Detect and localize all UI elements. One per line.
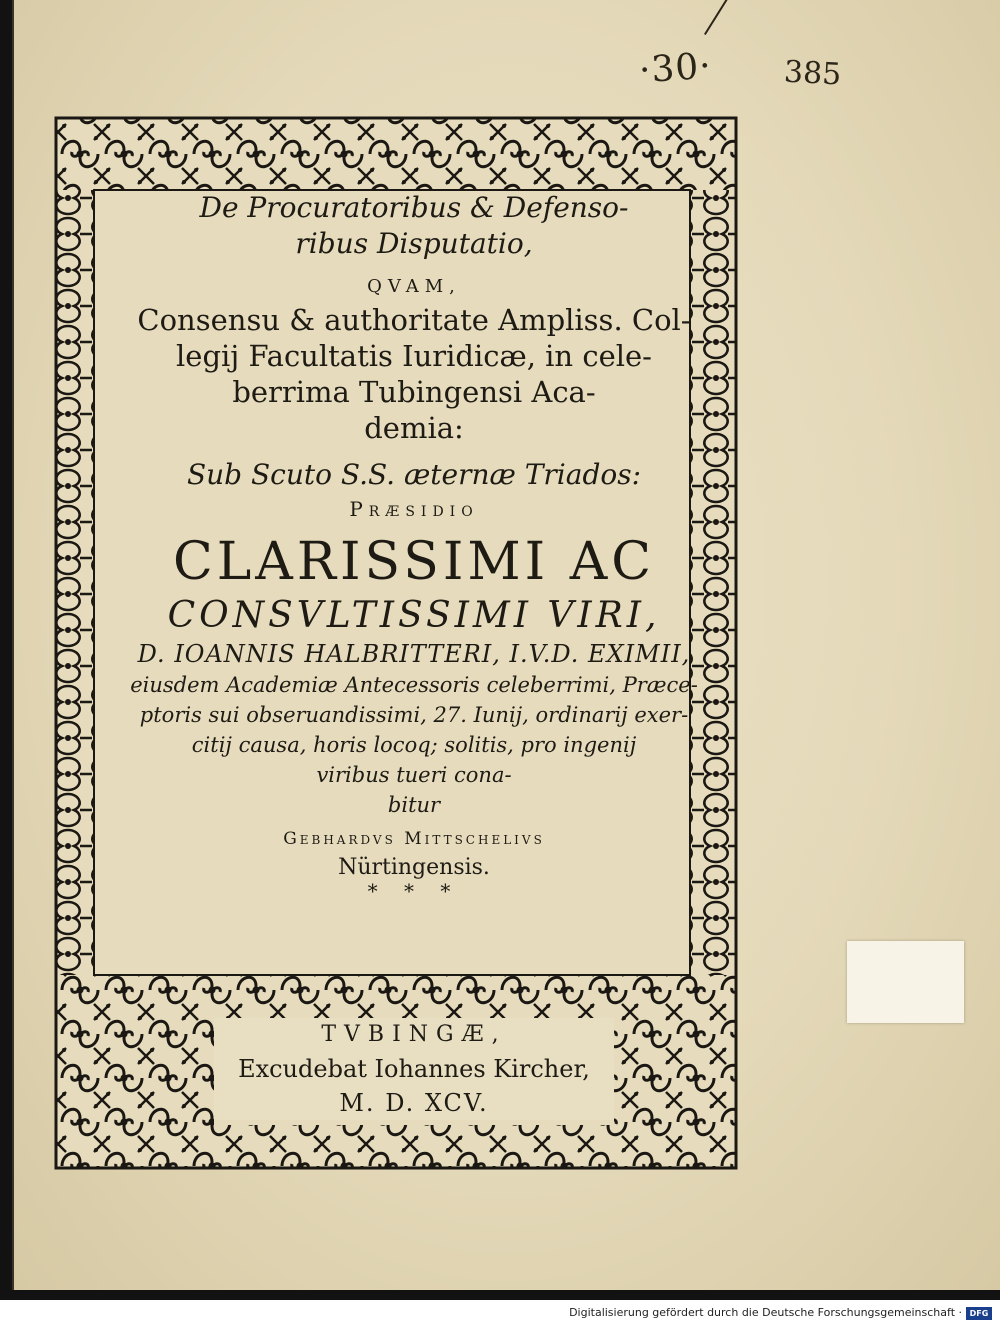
- consultissimi-line: CONSVLTISSIMI VIRI,: [167, 595, 661, 636]
- title-line-2: ribus Disputatio,: [295, 227, 533, 260]
- title-page: [12, 0, 1000, 1290]
- eiusdem-line-4: viribus tueri cona-: [316, 763, 512, 787]
- dfg-logo-icon: DFG: [966, 1307, 992, 1320]
- imprint-block: [214, 1018, 614, 1120]
- title-text-block: [94, 190, 734, 903]
- asterism: * * *: [367, 879, 461, 903]
- title-line-1: De Procuratoribus & Defenso-: [199, 191, 629, 224]
- eiusdem-line-3: citij causa, horis locoq; solitis, pro ingenij: [191, 733, 637, 757]
- footer-credit: Digitalisierung gefördert durch die Deutsche Forschungsgemeinschaft ·: [569, 1306, 962, 1319]
- clarissimi-line: CLARISSIMI AC: [172, 532, 656, 592]
- consensu-line-4: demia:: [364, 411, 464, 445]
- imprint-city: TVBINGÆ,: [321, 1022, 507, 1047]
- quam-line: QVAM,: [367, 276, 461, 297]
- sub-scuto-line: Sub Scuto S.S. æternæ Triados:: [186, 458, 642, 491]
- eiusdem-line-1: eiusdem Academiæ Antecessoris celeberrimi, Præce-: [130, 673, 698, 697]
- footer-bar: [0, 1304, 1000, 1324]
- consensu-line-3: berrima Tubingensi Aca-: [232, 375, 596, 409]
- consensu-line-1: Consensu & authoritate Ampliss. Col-: [137, 303, 691, 337]
- respondent-name: Gebhardvs Mittschelivs: [283, 829, 545, 849]
- praeses-name-line: D. IOANNIS HALBRITTERI, I.V.D. EXIMII,: [137, 640, 691, 668]
- imprint-year: M. D. XCV.: [339, 1089, 489, 1117]
- consensu-line-2: legij Facultatis Iuridicæ, in cele-: [176, 339, 652, 373]
- eiusdem-line-5: bitur: [387, 793, 441, 817]
- paper-tab-marker: [847, 941, 964, 1023]
- praesidio-line: Præsidio: [349, 497, 479, 521]
- respondent-origin: Nürtingensis.: [338, 855, 490, 880]
- imprint-printer: Excudebat Iohannes Kircher,: [238, 1055, 590, 1083]
- eiusdem-line-2: ptoris sui obseruandissimi, 27. Iunij, ordinarij exer-: [139, 703, 689, 727]
- handwritten-shelfmark-right: 385: [783, 54, 843, 93]
- handwritten-shelfmark-left: ·30·: [637, 45, 714, 92]
